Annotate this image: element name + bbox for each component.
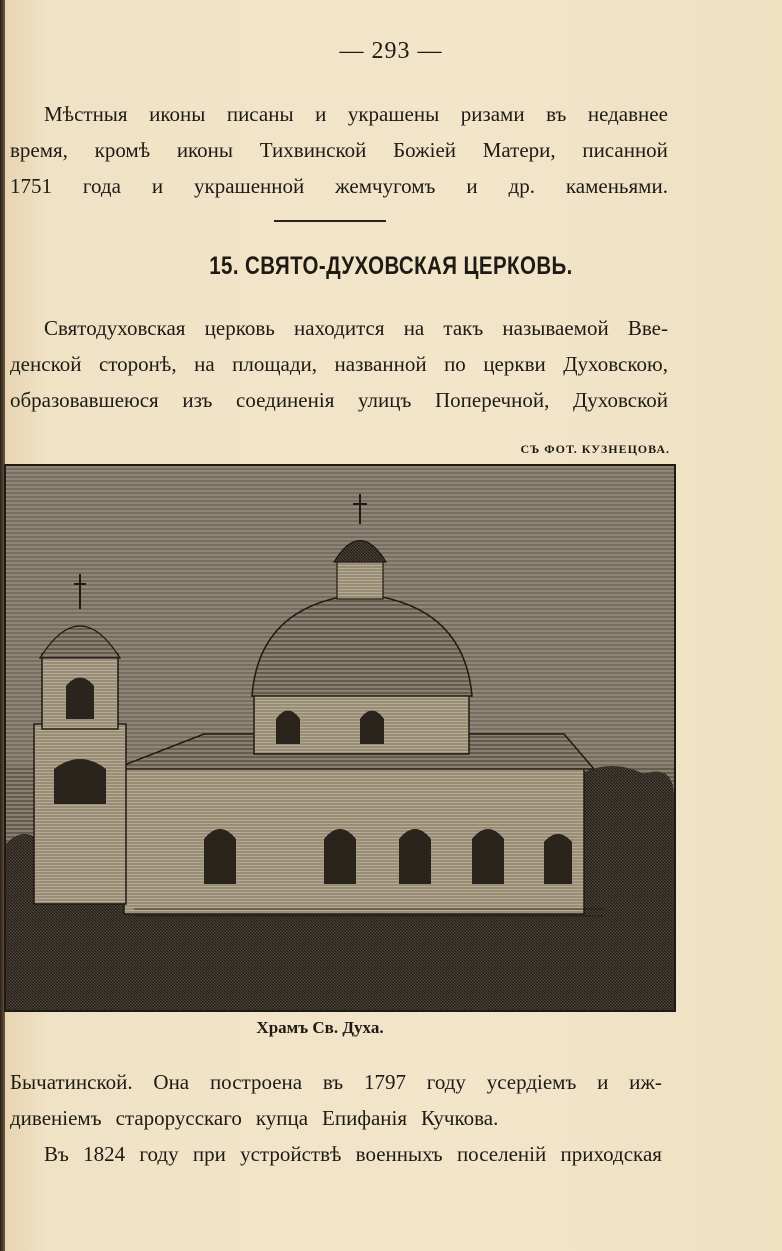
word: ризами xyxy=(460,102,525,126)
word: 1751 xyxy=(10,174,52,198)
word: Духовской xyxy=(572,388,668,412)
word: писанной xyxy=(582,138,668,162)
word: называемой xyxy=(502,316,609,340)
word: Кучкова. xyxy=(421,1106,499,1130)
word: купца xyxy=(255,1106,309,1130)
word: и xyxy=(315,102,327,126)
photo-credit: СЪ ФОТ. КУЗНЕЦОВА. xyxy=(520,442,670,456)
word: старорусскаго xyxy=(115,1106,242,1130)
word: церковь xyxy=(204,316,275,340)
word: такъ xyxy=(443,316,484,340)
text-line xyxy=(10,382,668,418)
word: на xyxy=(194,352,215,376)
text-line xyxy=(10,96,668,132)
word: Божіей xyxy=(393,138,457,162)
word: жемчугомъ xyxy=(335,174,436,198)
word: построена xyxy=(209,1070,303,1094)
word: Тихвинской xyxy=(259,138,367,162)
word: Поперечной, xyxy=(435,388,550,412)
text-line xyxy=(10,310,668,346)
word: устройствѣ xyxy=(240,1142,342,1166)
word: въ xyxy=(322,1070,344,1094)
page-number: — 293 — xyxy=(339,38,443,64)
word: иконы xyxy=(176,138,234,162)
word: изъ xyxy=(182,388,213,412)
word: по xyxy=(444,352,466,376)
word: названной xyxy=(334,352,427,376)
word: году xyxy=(426,1070,466,1094)
word: Вве- xyxy=(627,316,668,340)
section-divider xyxy=(274,220,386,222)
word: поселеній xyxy=(456,1142,547,1166)
word: на xyxy=(403,316,425,340)
word: военныхъ xyxy=(355,1142,443,1166)
word: въ xyxy=(546,102,567,126)
church-engraving xyxy=(4,464,676,1012)
section-title: 15. СВЯТО-ДУХОВСКАЯ ЦЕРКОВЬ. xyxy=(209,252,573,280)
word: приходская xyxy=(560,1142,662,1166)
word: Въ xyxy=(44,1142,69,1166)
word: году xyxy=(139,1142,179,1166)
word: Бычатинской. xyxy=(10,1070,133,1094)
word: при xyxy=(192,1142,226,1166)
word: и xyxy=(151,174,164,198)
word: усердіемъ xyxy=(486,1070,577,1094)
illustration-caption: Храмъ Св. Духа. xyxy=(256,1018,384,1037)
bottom-paragraph xyxy=(10,1064,662,1172)
word: украшены xyxy=(347,102,440,126)
text-line xyxy=(10,168,668,204)
word: Мѣстныя xyxy=(44,102,128,126)
word: площади, xyxy=(232,352,318,376)
word: года xyxy=(82,174,121,198)
word: церкви xyxy=(483,352,546,376)
word: Она xyxy=(153,1070,190,1094)
word: улицъ xyxy=(357,388,412,412)
word: каменьями. xyxy=(565,174,668,198)
word: писаны xyxy=(226,102,294,126)
text-line xyxy=(10,1136,662,1172)
top-paragraph xyxy=(10,96,668,204)
word: и xyxy=(597,1070,609,1094)
text-line xyxy=(10,346,668,382)
word: Епифанія xyxy=(322,1106,407,1130)
word: денской xyxy=(10,352,82,376)
word: Матери, xyxy=(482,138,556,162)
word: дивеніемъ xyxy=(10,1106,102,1130)
text-line xyxy=(10,132,668,168)
word: 1797 xyxy=(363,1070,406,1094)
text-line xyxy=(10,1100,662,1136)
word: и xyxy=(466,174,478,198)
word: соединенія xyxy=(236,388,335,412)
word: находится xyxy=(294,316,385,340)
word: кромѣ xyxy=(94,138,151,162)
word: недавнее xyxy=(587,102,668,126)
word: украшенной xyxy=(194,174,305,198)
intro-paragraph xyxy=(10,310,668,418)
word: образовавшеюся xyxy=(10,388,159,412)
word: иж- xyxy=(629,1070,662,1094)
word: Духовскою, xyxy=(563,352,668,376)
word: иконы xyxy=(149,102,206,126)
text-line xyxy=(10,1064,662,1100)
word: др. xyxy=(508,174,535,198)
word: сторонѣ, xyxy=(98,352,177,376)
word: Святодуховская xyxy=(44,316,186,340)
word: 1824 xyxy=(83,1142,126,1166)
word: время, xyxy=(10,138,68,162)
